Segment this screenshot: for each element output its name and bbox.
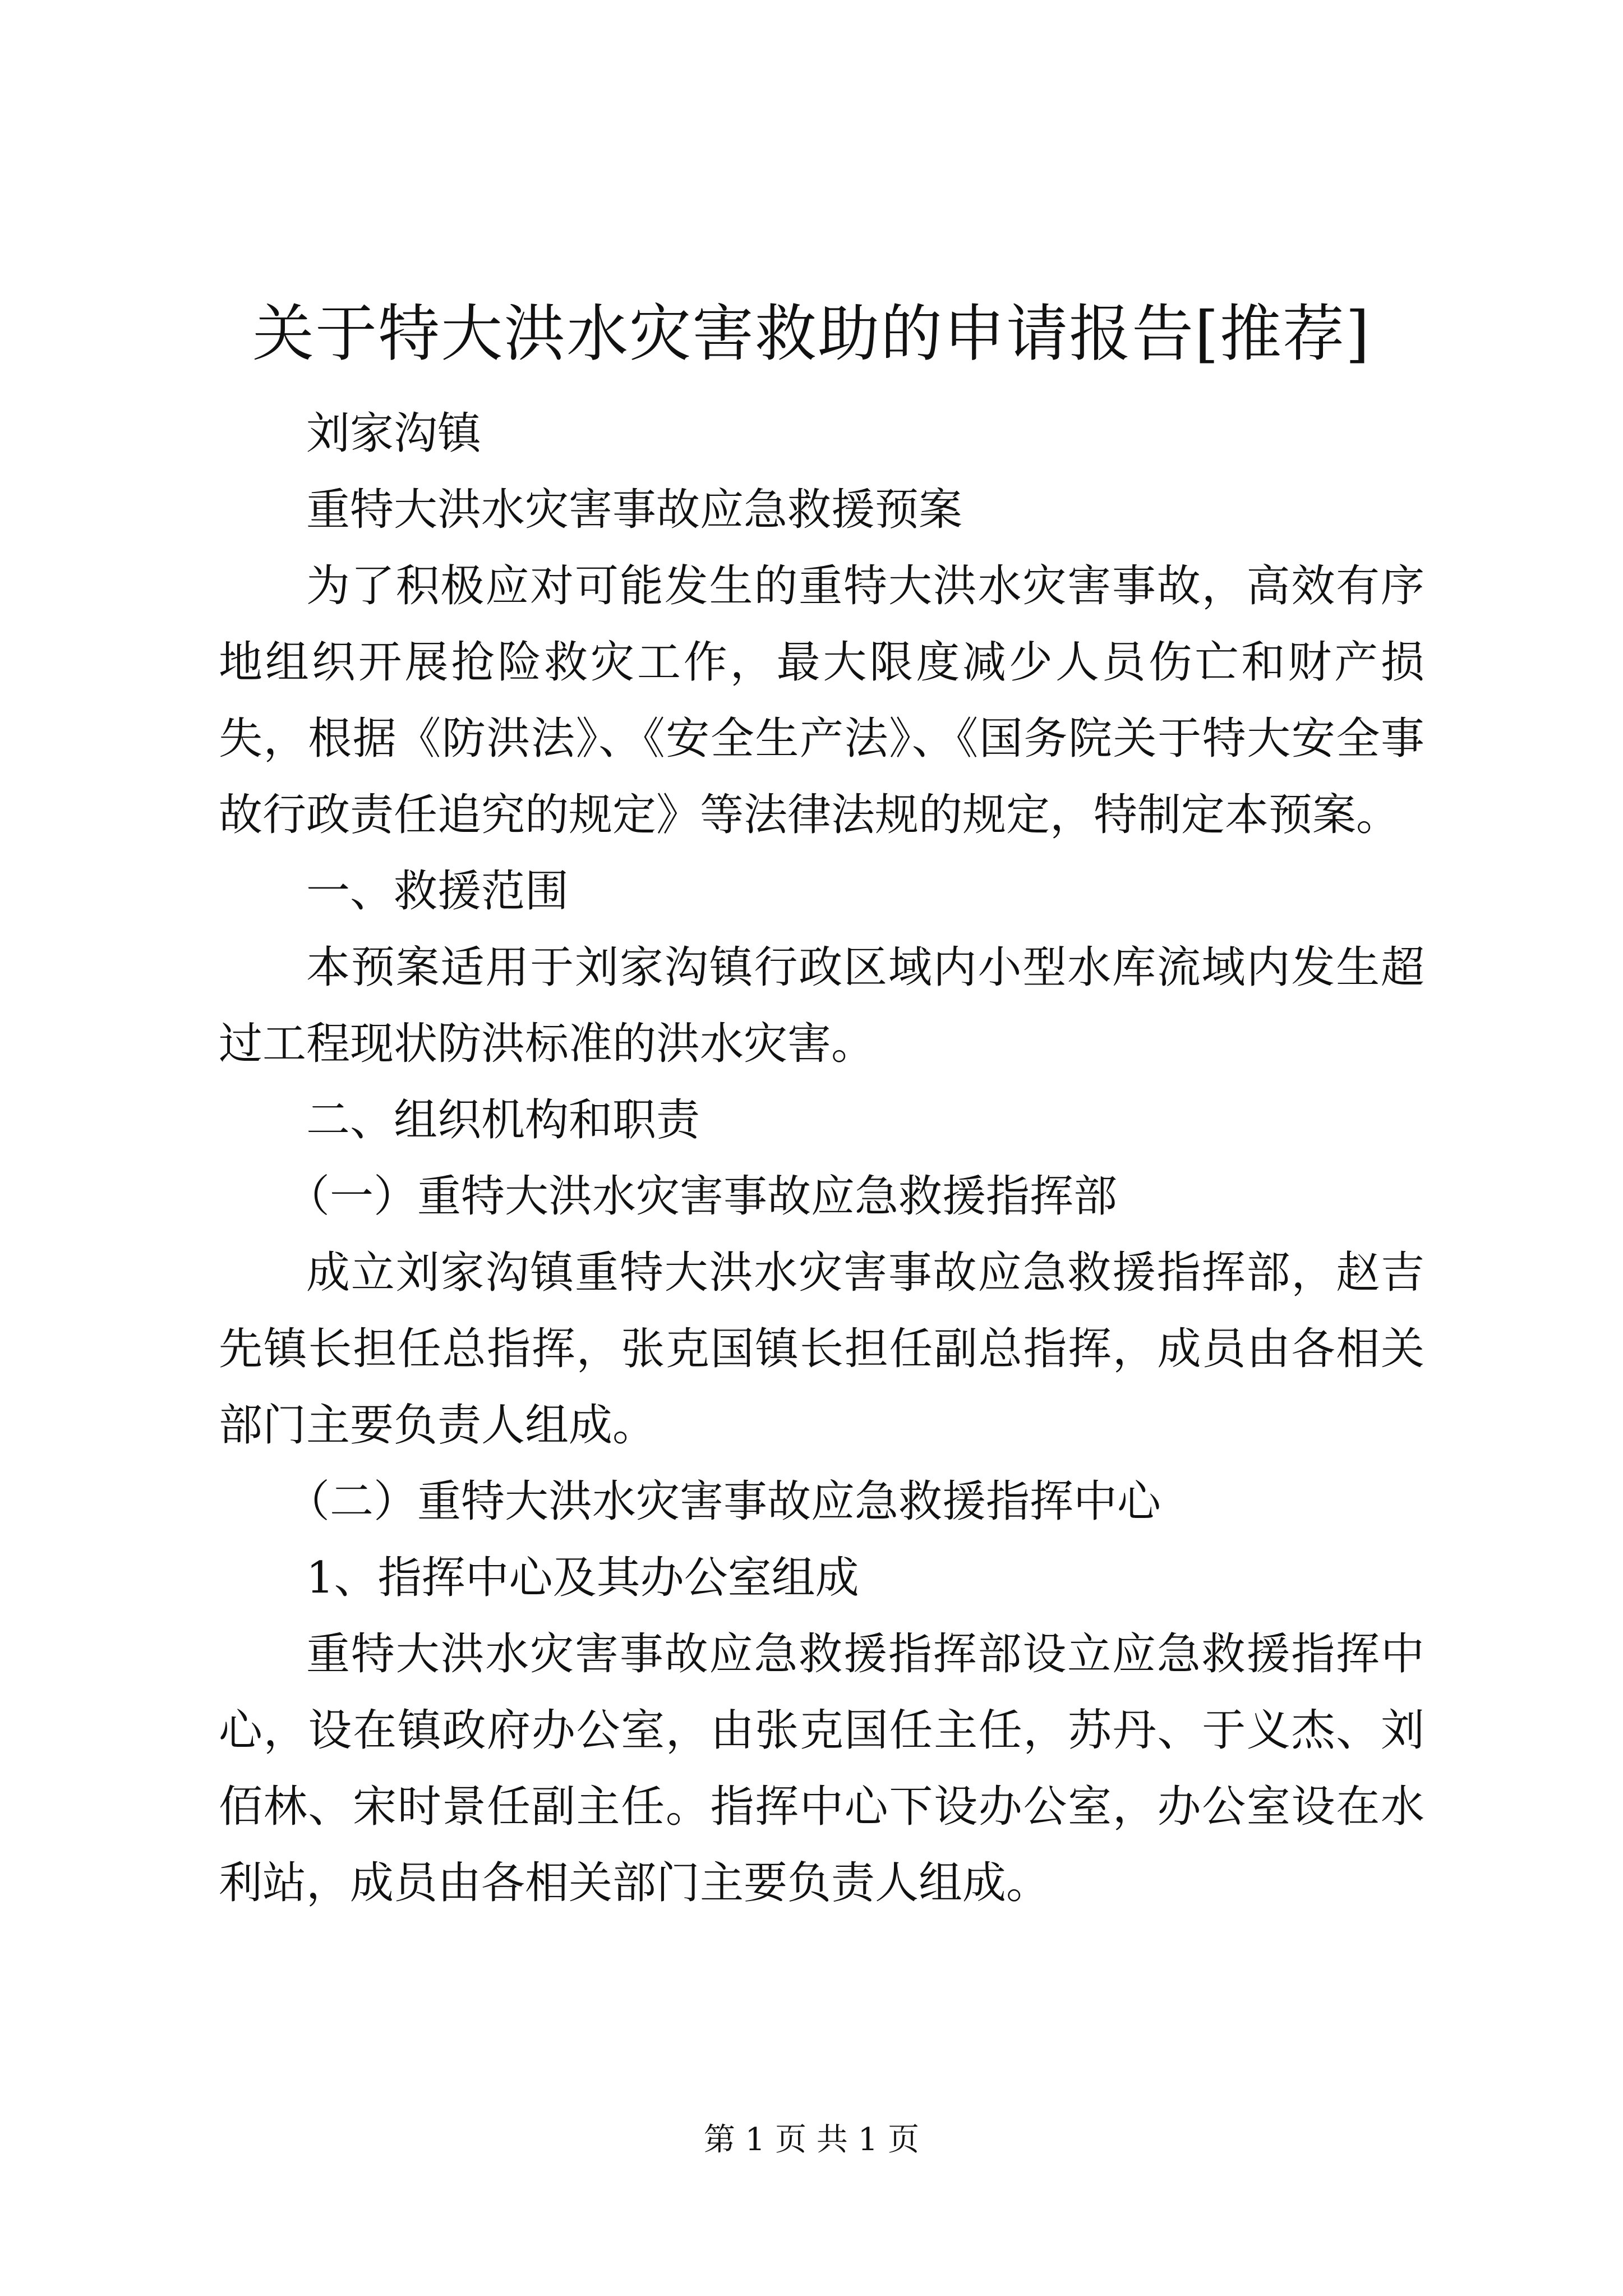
paragraph-plan-title: 重特大洪水灾害事故应急救援预案 [306,485,963,535]
heading-center-composition: 1、指挥中心及其办公室组成 [306,1553,859,1603]
paragraph-town: 刘家沟镇 [306,408,482,459]
heading-organization: 二、组织机构和职责 [306,1095,700,1145]
heading-rescue-scope: 一、救援范围 [306,866,569,917]
paragraph-scope: 本预案适用于刘家沟镇行政区域内小型水库流域内发生超过工程现状防洪标准的洪水灾害。 [219,942,1424,1069]
heading-command-hq: （一）重特大洪水灾害事故应急救援指挥部 [286,1171,1118,1222]
heading-command-center: （二）重特大洪水灾害事故应急救援指挥中心 [286,1476,1161,1527]
document-title: 关于特大洪水灾害救助的申请报告[推荐] [252,298,1371,370]
page-footer: 第 1 页 共 1 页 [703,2122,920,2158]
paragraph-command-hq: 成立刘家沟镇重特大洪水灾害事故应急救援指挥部，赵吉先镇长担任总指挥，张克国镇长担任副总指挥，成员由各相关部门主要负责人组成。 [219,1248,1424,1451]
paragraph-purpose: 为了积极应对可能发生的重特大洪水灾害事故，高效有序地组织开展抢险救灾工作，最大限度减少人员伤亡和财产损失，根据《防洪法》、《安全生产法》、《国务院关于特大安全事故行政责任追究的规定》等法律法规的规定，特制定本预案。 [219,561,1424,840]
paragraph-center-composition: 重特大洪水灾害事故应急救援指挥部设立应急救援指挥中心，设在镇政府办公室，由张克国任主任，苏丹、于义杰、刘佰林、宋时景任副主任。指挥中心下设办公室，办公室设在水利站，成员由各相关部门主要负责人组成。 [219,1629,1424,1908]
document-body [219,395,1424,1921]
